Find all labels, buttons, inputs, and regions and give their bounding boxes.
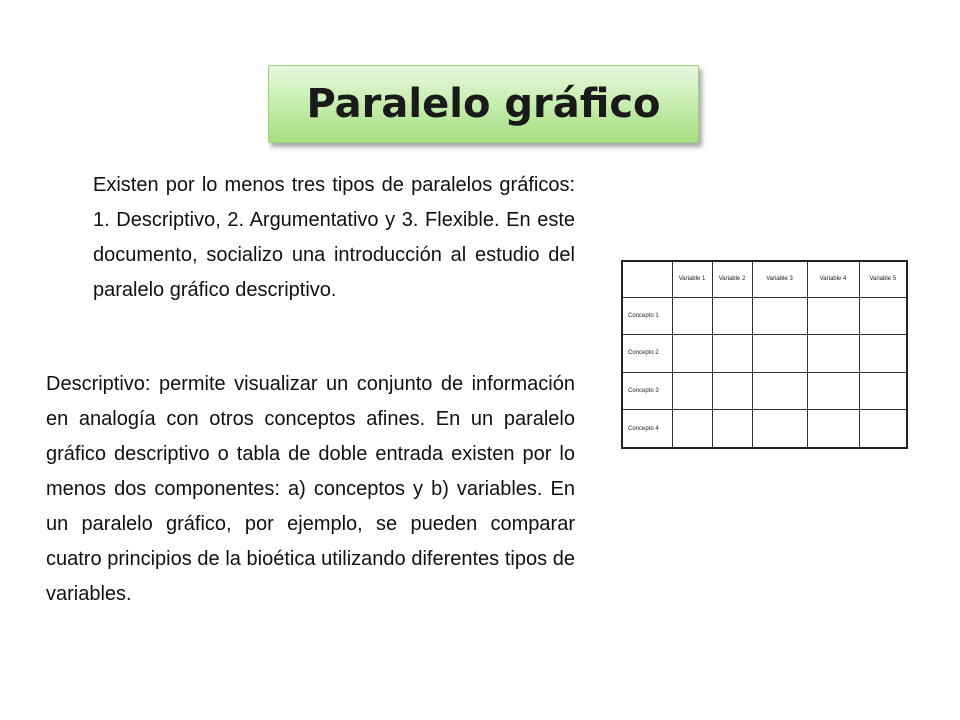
table-cell (752, 410, 807, 448)
table-cell (672, 297, 712, 335)
table-cell (712, 372, 752, 410)
table-cell (712, 410, 752, 448)
table-row-header: Concepto 1 (622, 297, 672, 335)
table-row (622, 335, 907, 373)
table-column-header: Variable 2 (712, 261, 752, 297)
table-cell (672, 372, 712, 410)
table-cell (807, 297, 859, 335)
table-cell (712, 335, 752, 373)
table-row (622, 297, 907, 335)
table-cell (672, 410, 712, 448)
table-cell (859, 335, 907, 373)
table-row-header: Concepto 4 (622, 410, 672, 448)
table-cell (859, 410, 907, 448)
concept-variable-table (621, 260, 908, 449)
table-column-header: Variable 5 (859, 261, 907, 297)
table-cell (807, 335, 859, 373)
table-column-header: Variable 1 (672, 261, 712, 297)
table-cell (752, 372, 807, 410)
table-cell (807, 372, 859, 410)
table-corner-cell (622, 261, 672, 297)
title-banner (268, 65, 699, 143)
table-cell (859, 372, 907, 410)
table-column-header: Variable 4 (807, 261, 859, 297)
descriptive-paragraph: Descriptivo: permite visualizar un conjunto de información en analogía con otros conceptos afines. En un paralelo gráfico descriptivo o tabla de doble entrada existen por lo menos dos componentes: a) conceptos y b) variables. En un paralelo gráfico, por ejemplo, se pueden comparar cuatro principios de la bioética utilizando diferentes tipos de variables. (46, 373, 575, 605)
table-row-header: Concepto 2 (622, 335, 672, 373)
table-row-header: Concepto 3 (622, 372, 672, 410)
table-cell (807, 410, 859, 448)
table-cell (752, 297, 807, 335)
table-cell (859, 297, 907, 335)
table-row (622, 372, 907, 410)
table-row (622, 410, 907, 448)
table-column-header: Variable 3 (752, 261, 807, 297)
table-cell (712, 297, 752, 335)
table-header-row (622, 261, 907, 297)
intro-paragraph: Existen por lo menos tres tipos de paralelos gráficos: 1. Descriptivo, 2. Argumentativo y 3. Flexible. En este documento, socializo una introducción al estudio del paralelo gráfico descriptivo. (93, 174, 575, 301)
table-cell (672, 335, 712, 373)
slide-title: Paralelo gráfico (306, 81, 661, 127)
table-cell (752, 335, 807, 373)
